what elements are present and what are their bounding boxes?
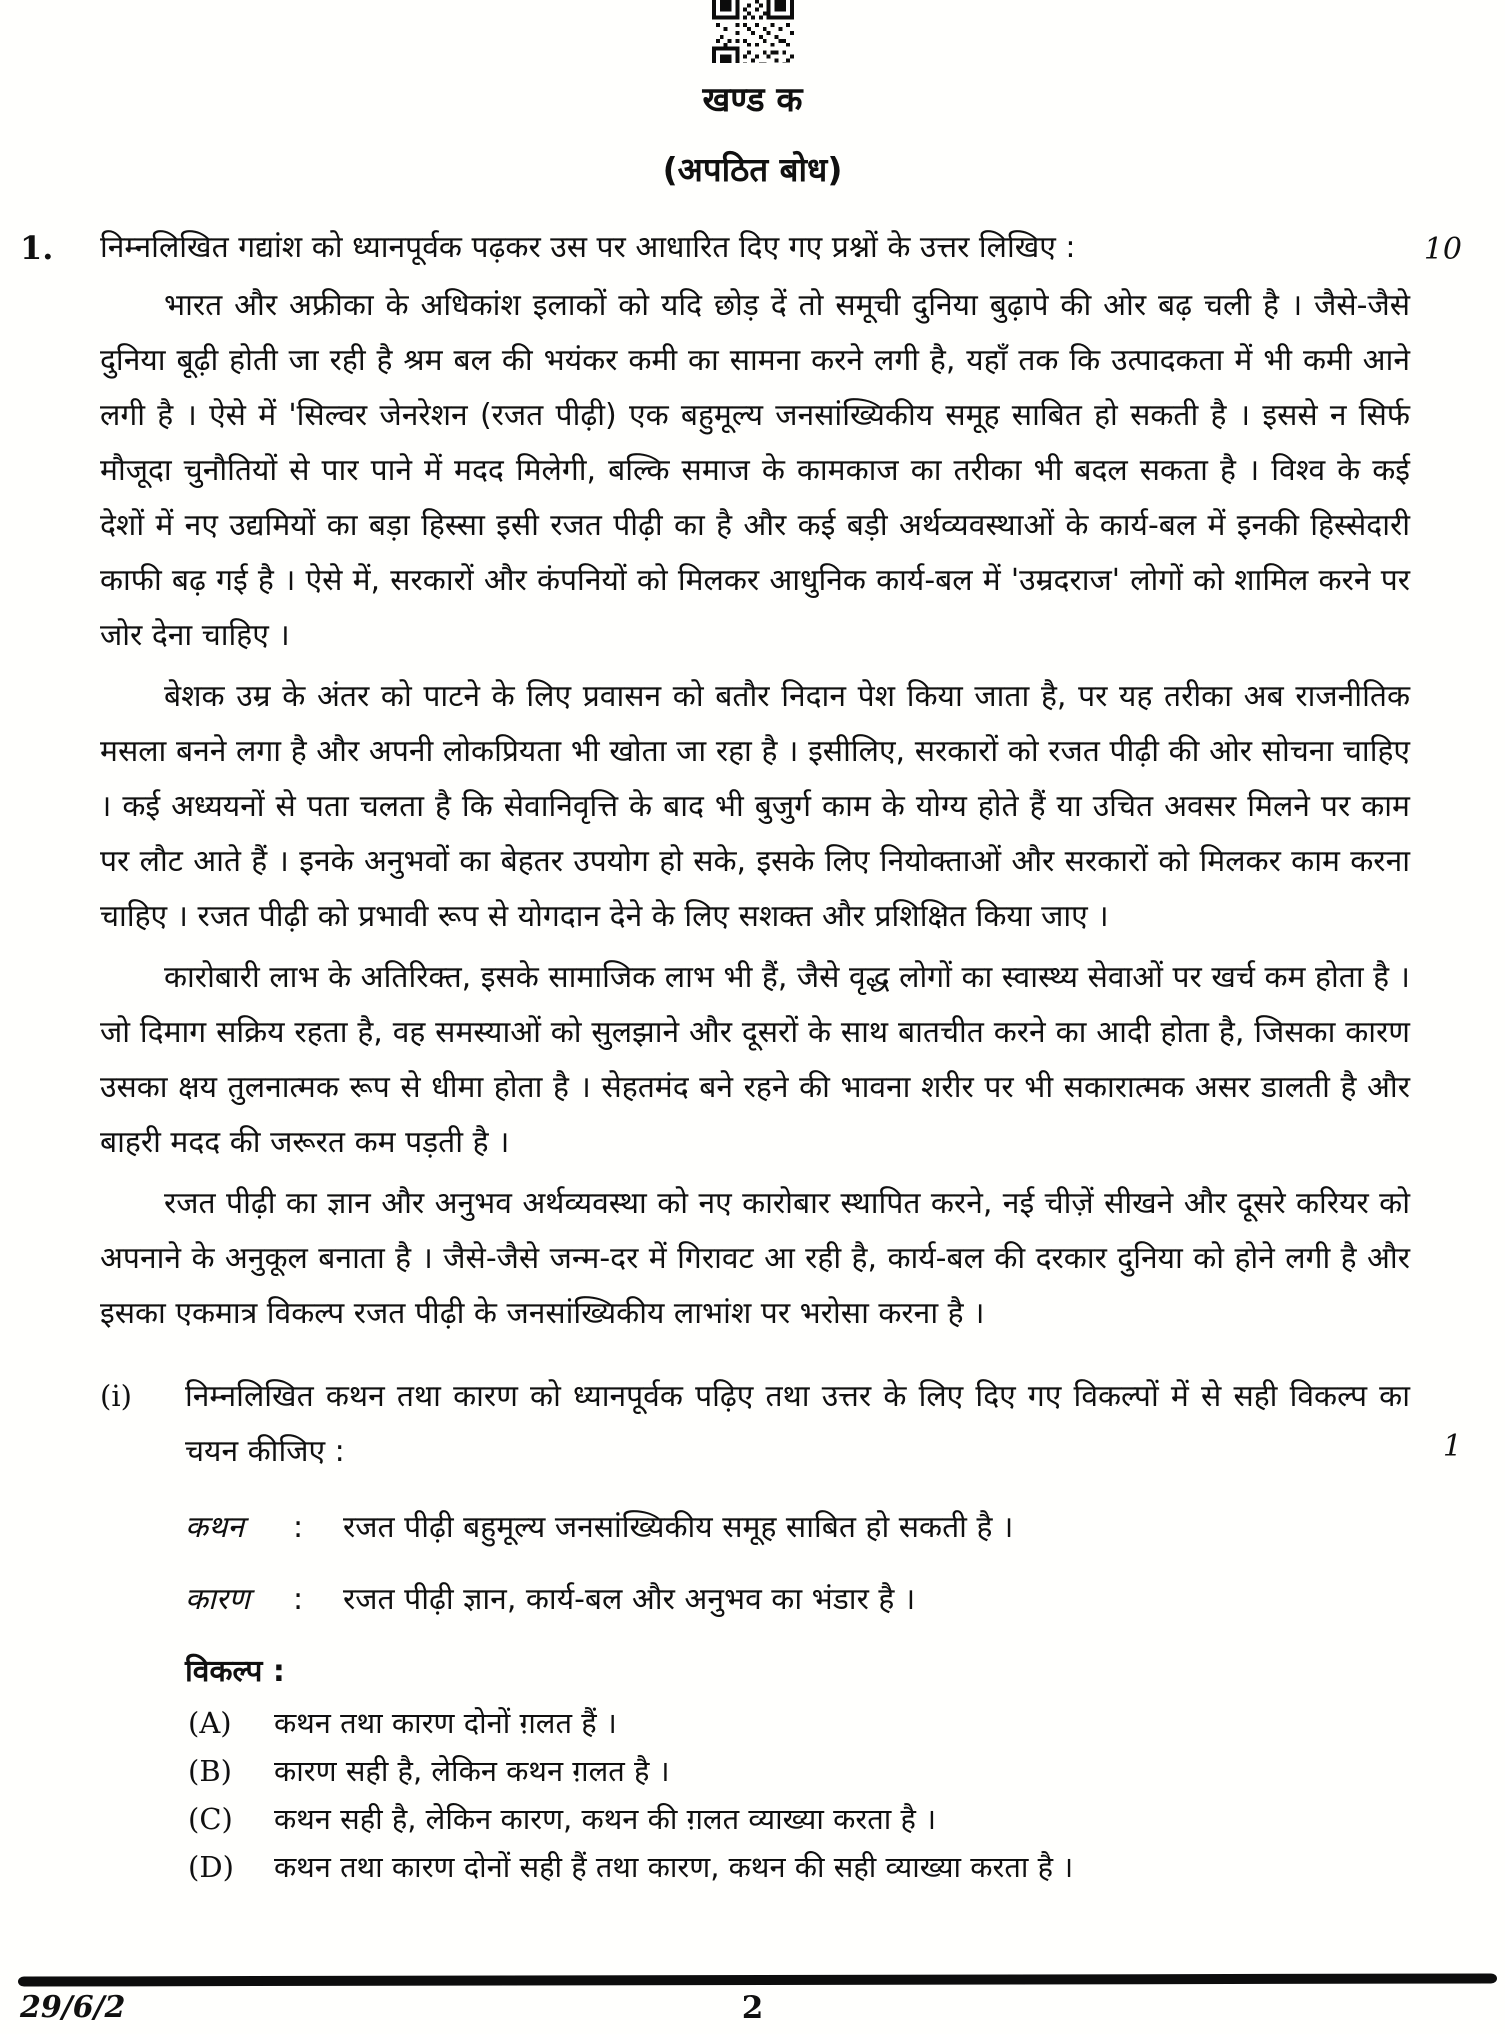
reason-colon: :: [293, 1582, 304, 1617]
assertion-label: कथन: [185, 1510, 244, 1545]
option-row-d: [100, 1847, 1410, 1887]
subquestion-text: निम्नलिखित कथन तथा कारण को ध्यानपूर्वक पढ़िए तथा उत्तर के लिए दिए गए विकल्पों में से सही विकल्प का चयन कीजिए :: [185, 1379, 1410, 1469]
passage-paragraph: रजत पीढ़ी का ज्ञान और अनुभव अर्थव्यवस्था को नए कारोबार स्थापित करने, नई चीज़ें सीखने और दूसरे करियर को अपनाने के अनुकूल बनाता है । जैसे-जैसे जन्म-दर में गिरावट आ रही है, कार्य-बल की दरकार दुनिया को होने लगी है और इसका एकमात्र विकल्प रजत पीढ़ी के जनसांख्यिकीय लाभांश पर भरोसा करना है ।: [100, 1186, 1410, 1331]
subquestion-label: (i): [100, 1379, 132, 1413]
reason-row: [100, 1577, 1410, 1623]
question-instruction: निम्नलिखित गद्यांश को ध्यानपूर्वक पढ़कर उस पर आधारित दिए गए प्रश्नों के उत्तर लिखिए :: [100, 230, 1076, 265]
option-row-c: [100, 1799, 1410, 1839]
passage-paragraph: भारत और अफ्रीका के अधिकांश इलाकों को यदि छोड़ दें तो समूची दुनिया बुढ़ापे की ओर बढ़ चली है । जैसे-जैसे दुनिया बूढ़ी होती जा रही है श्रम बल की भयंकर कमी का सामना करने लगी है, यहाँ तक कि उत्पादकता में भी कमी आने लगी है । ऐसे में 'सिल्वर जेनरेशन (रजत पीढ़ी) एक बहुमूल्य जनसांख्यिकीय समूह साबित हो सकती है । इससे न सिर्फ मौजूदा चुनौतियों से पार पाने में मदद मिलेगी, बल्कि समाज के कामकाज का तरीका भी बदल सकता है । विश्व के कई देशों में नए उद्यमियों का बड़ा हिस्सा इसी रजत पीढ़ी का है और कई बड़ी अर्थव्यवस्थाओं के कार्य-बल में इनकी हिस्सेदारी काफी बढ़ गई है । ऐसे में, सरकारों और कंपनियों को मिलकर आधुनिक कार्य-बल में 'उम्रदराज' लोगों को शामिल करने पर जोर देना चाहिए ।: [100, 288, 1410, 653]
footer-divider: [18, 1973, 1497, 1986]
option-row-a: [100, 1703, 1410, 1743]
option-text: कथन सही है, लेकिन कारण, कथन की ग़लत व्याख्या करता है ।: [274, 1802, 937, 1836]
subquestion-header: [100, 1369, 1462, 1479]
passage: [100, 278, 1410, 1341]
reason-text: रजत पीढ़ी ज्ञान, कार्य-बल और अनुभव का भंडार है ।: [343, 1582, 916, 1617]
reason-label: कारण: [185, 1582, 250, 1617]
assertion-colon: :: [293, 1510, 304, 1545]
option-letter: (B): [188, 1754, 232, 1788]
section-title: खण्ड क: [702, 80, 803, 120]
assertion-text: रजत पीढ़ी बहुमूल्य जनसांख्यिकीय समूह साबित हो सकती है ।: [343, 1510, 1014, 1545]
assertion-row: [100, 1505, 1410, 1551]
page-number: 2: [741, 1990, 764, 2026]
option-row-b: [100, 1751, 1410, 1791]
option-letter: (C): [188, 1802, 233, 1836]
option-letter: (A): [188, 1706, 232, 1740]
option-letter: (D): [188, 1850, 234, 1884]
qr-code-icon: [712, 0, 794, 63]
passage-paragraph: बेशक उम्र के अंतर को पाटने के लिए प्रवासन को बतौर निदान पेश किया जाता है, पर यह तरीका अब राजनीतिक मसला बनने लगा है और अपनी लोकप्रियता भी खोता जा रहा है । इसीलिए, सरकारों को रजत पीढ़ी की ओर सोचना चाहिए । कई अध्ययनों से पता चलता है कि सेवानिवृत्ति के बाद भी बुजुर्ग काम के योग्य होते हैं या उचित अवसर मिलने पर काम पर लौट आते हैं । इनके अनुभवों का बेहतर उपयोग हो सके, इसके लिए नियोक्ताओं और सरकारों को मिलकर काम करना चाहिए । रजत पीढ़ी को प्रभावी रूप से योगदान देने के लिए सशक्त और प्रशिक्षित किया जाए ।: [100, 679, 1410, 934]
question-marks: 10: [1423, 232, 1462, 267]
paper-code: 29/6/2: [20, 1990, 126, 2025]
section-subtitle: (अपठित बोध): [662, 150, 843, 189]
option-text: कथन तथा कारण दोनों ग़लत हैं ।: [274, 1706, 617, 1740]
option-text: कथन तथा कारण दोनों सही हैं तथा कारण, कथन की सही व्याख्या करता है ।: [274, 1850, 1074, 1884]
option-text: कारण सही है, लेकिन कथन ग़लत है ।: [274, 1754, 670, 1788]
question-1-header: [20, 226, 1462, 270]
options-heading: विकल्प :: [185, 1654, 285, 1689]
question-number: 1.: [20, 229, 54, 267]
subquestion-i: [100, 1369, 1462, 1887]
passage-paragraph: कारोबारी लाभ के अतिरिक्त, इसके सामाजिक लाभ भी हैं, जैसे वृद्ध लोगों का स्वास्थ्य सेवाओं पर खर्च कम होता है । जो दिमाग सक्रिय रहता है, वह समस्याओं को सुलझाने और दूसरों के साथ बातचीत करने का आदी होता है, जिसका कारण उसका क्षय तुलनात्मक रूप से धीमा होता है । सेहतमंद बने रहने की भावना शरीर पर भी सकारात्मक असर डालती है और बाहरी मदद की जरूरत कम पड़ती है ।: [100, 960, 1410, 1160]
subquestion-marks: 1: [1442, 1429, 1462, 1464]
